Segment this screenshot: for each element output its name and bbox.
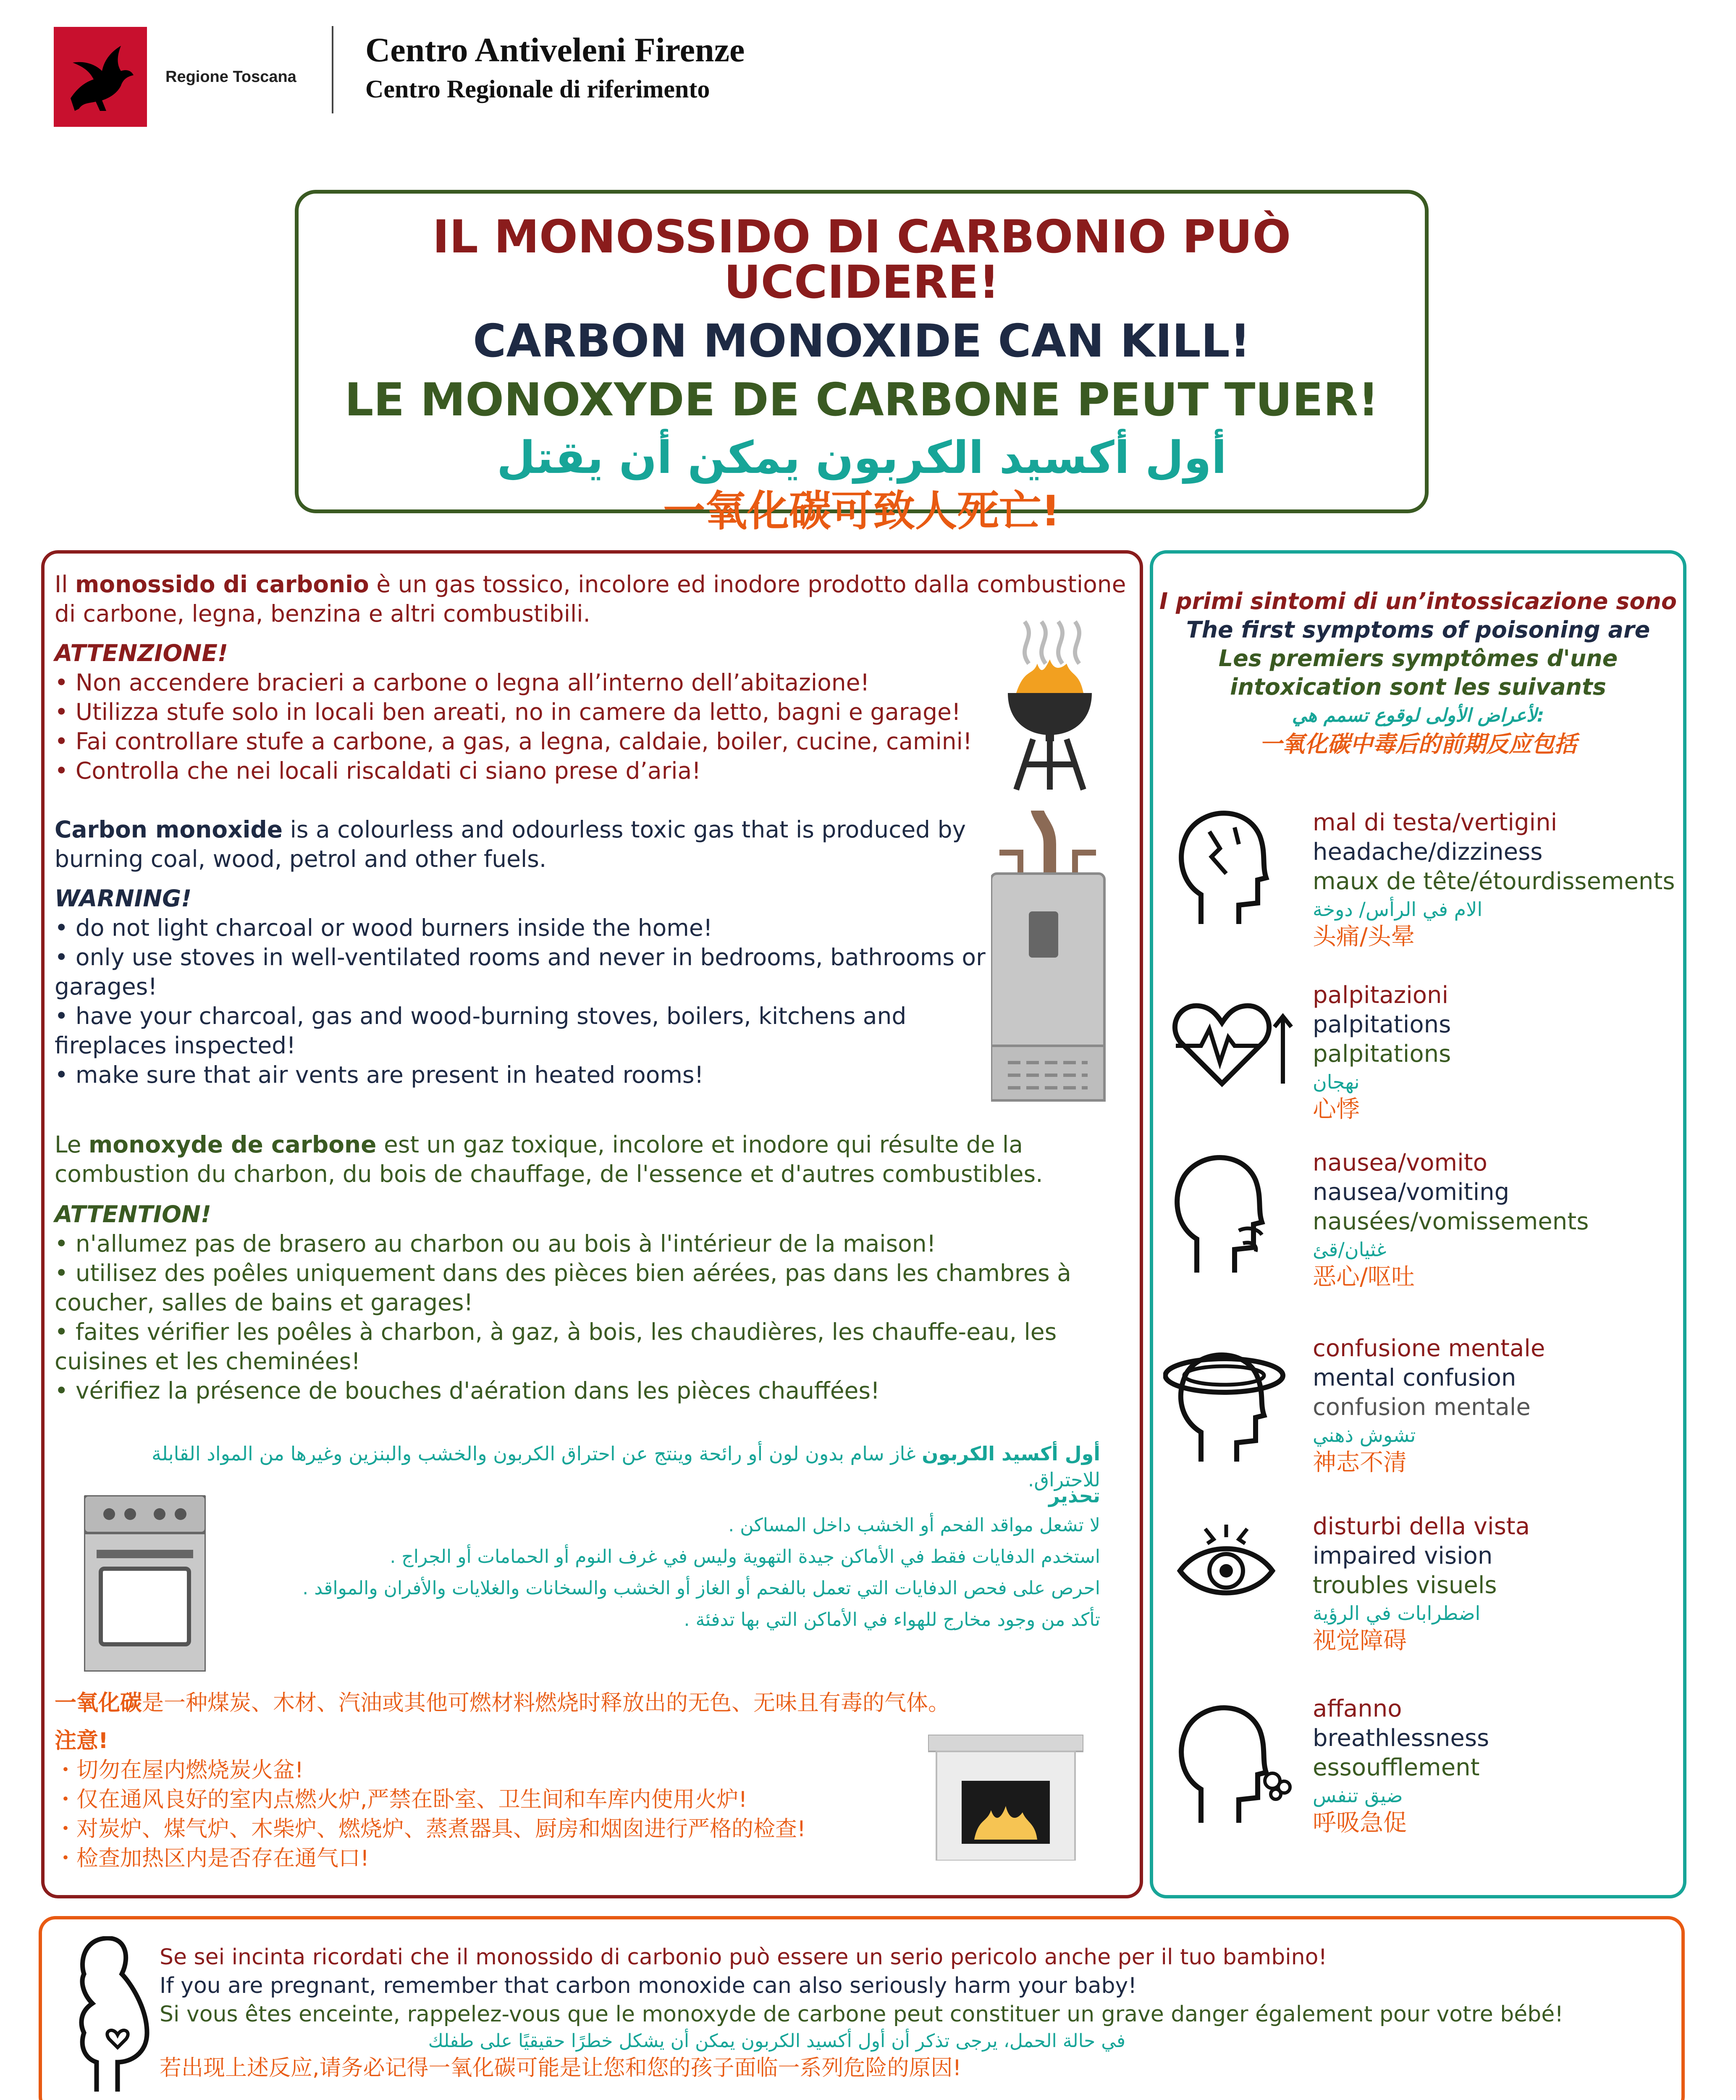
english-warning: WARNING! bbox=[55, 885, 192, 912]
list-item: احرص على فحص الدفايات التي تعمل بالفحم أو الغاز أو الخشب والسخانات والغلايات والأفران والمواقد . bbox=[302, 1578, 1100, 1599]
french-intro-rest: est un gaz toxique, incolore et inodore qui résulte de la bbox=[376, 1131, 1023, 1158]
english-intro-line2: burning coal, wood, petrol and other fuels. bbox=[55, 845, 547, 872]
symptom-ar: غثيان/قئ bbox=[1313, 1238, 1387, 1261]
list-item: استخدم الدفايات فقط في الأماكن جيدة التهوية وليس في غرف النوم أو الحمامات أو الجراج . bbox=[390, 1546, 1100, 1567]
list-item: • faites vérifier les poêles à charbon, à gaz, à bois, les chaudières, les chauffe-eau, les bbox=[55, 1318, 1057, 1345]
symptom-zh: 神志不清 bbox=[1313, 1449, 1407, 1476]
symptom-ar: ضيق تنفس bbox=[1313, 1784, 1403, 1807]
symptom-zh: 头痛/头晕 bbox=[1313, 923, 1415, 950]
list-item: ・切勿在屋内燃烧炭火盆! bbox=[55, 1758, 304, 1783]
headache-icon bbox=[1172, 802, 1272, 928]
french-intro-pre: Le bbox=[55, 1131, 89, 1158]
symptom-en: headache/dizziness bbox=[1313, 838, 1543, 866]
pregnancy-text bbox=[160, 1943, 1671, 2082]
pegasus-icon bbox=[54, 27, 147, 127]
symptom-en: impaired vision bbox=[1313, 1542, 1493, 1570]
chinese-intro-bold: 一氧化碳 bbox=[55, 1690, 142, 1716]
italian-intro-rest: è un gas tossico, incolore ed inodore prodotto dalla combustione bbox=[369, 571, 1126, 598]
pregnant-woman-icon bbox=[67, 1936, 155, 2096]
italian-intro bbox=[55, 570, 1130, 628]
pregnancy-zh: 若出现上述反应,请务必记得一氧化碳可能是让您和您的孩子面临一系列危险的原因! bbox=[160, 2055, 962, 2081]
regione-toscana-logo bbox=[54, 27, 147, 127]
header-divider bbox=[332, 26, 333, 113]
chinese-warning: 注意! bbox=[55, 1728, 108, 1754]
list-item: ・检查加热区内是否存在通气口! bbox=[55, 1846, 369, 1871]
list-item: • only use stoves in well-ventilated rooms and never in bedrooms, bathrooms or bbox=[55, 944, 986, 971]
pregnancy-it: Se sei incinta ricordati che il monossido di carbonio può essere un serio pericolo anche per il tuo bambino! bbox=[160, 1945, 1327, 1970]
symptom-ar: الام في الرأس/ دوخة bbox=[1313, 898, 1483, 921]
english-intro bbox=[55, 815, 999, 874]
symptom-zh: 视觉障碍 bbox=[1313, 1627, 1407, 1654]
symptom-it: confusione mentale bbox=[1313, 1335, 1545, 1362]
symptom-it: palpitazioni bbox=[1313, 982, 1449, 1009]
list-item: fireplaces inspected! bbox=[55, 1032, 296, 1059]
symptom-vision bbox=[1313, 1512, 1682, 1656]
page-subtitle: Centro Regionale di riferimento bbox=[365, 75, 710, 103]
palpitations-icon bbox=[1172, 1000, 1293, 1092]
list-item: coucher, salles de bains et garages! bbox=[55, 1289, 473, 1316]
symptom-fr: maux de tête/étourdissements bbox=[1313, 868, 1675, 895]
italian-intro-line2: di carbone, legna, benzina e altri combustibili. bbox=[55, 600, 591, 627]
list-item: • do not light charcoal or wood burners inside the home! bbox=[55, 914, 713, 941]
english-intro-bold: Carbon monoxide bbox=[55, 816, 283, 843]
symptoms-header-zh: 一氧化碳中毒后的前期反应包括 bbox=[1259, 731, 1577, 757]
arabic-intro-bold: أول أكسيد الكربون bbox=[922, 1442, 1100, 1465]
italian-warning: ATTENZIONE! bbox=[55, 640, 228, 667]
charcoal-grill-icon bbox=[999, 617, 1100, 794]
arabic-warning: تحذير bbox=[1049, 1484, 1100, 1507]
symptom-it: mal di testa/vertigini bbox=[1313, 809, 1558, 836]
list-item: • Utilizza stufe solo in locali ben areati, no in camere da letto, bagni e garage! bbox=[55, 698, 961, 725]
symptom-en: breathlessness bbox=[1313, 1725, 1489, 1752]
symptom-zh: 恶心/呕吐 bbox=[1313, 1263, 1415, 1291]
symptom-fr: troubles visuels bbox=[1313, 1572, 1497, 1599]
french-bullets bbox=[55, 1229, 1130, 1405]
symptom-en: mental confusion bbox=[1313, 1364, 1516, 1391]
list-item: • utilisez des poêles uniquement dans des pièces bien aérées, pas dans les chambres à bbox=[55, 1260, 1071, 1286]
symptom-en: nausea/vomiting bbox=[1313, 1179, 1510, 1206]
chinese-intro-rest: 是一种煤炭、木材、汽油或其他可燃材料燃烧时释放出的无色、无味且有毒的气体。 bbox=[142, 1690, 950, 1716]
symptom-zh: 心悸 bbox=[1313, 1096, 1360, 1123]
title-italian: IL MONOSSIDO DI CARBONIO PUÒ UCCIDERE! bbox=[432, 211, 1291, 309]
list-item: • Fai controllare stufe a carbone, a gas, a legna, caldaie, boiler, cucine, camini! bbox=[55, 728, 972, 755]
symptom-breathlessness bbox=[1313, 1694, 1682, 1838]
symptom-zh: 呼吸急促 bbox=[1313, 1809, 1407, 1837]
french-intro bbox=[55, 1130, 1130, 1189]
breathless-icon bbox=[1172, 1697, 1293, 1827]
french-warning: ATTENTION! bbox=[55, 1201, 212, 1228]
stove-icon bbox=[84, 1495, 206, 1672]
chinese-bullets bbox=[55, 1756, 920, 1873]
italian-intro-pre: Il bbox=[55, 571, 75, 598]
page-title: Centro Antiveleni Firenze bbox=[365, 31, 745, 69]
italian-bullets bbox=[55, 668, 1020, 785]
symptom-headache bbox=[1313, 808, 1682, 952]
list-item: ・仅在通风良好的室内点燃火炉,严禁在卧室、卫生间和车库内使用火炉! bbox=[55, 1787, 747, 1812]
list-item: • vérifiez la présence de bouches d'aération dans les pièces chauffées! bbox=[55, 1377, 880, 1404]
arabic-bullets bbox=[235, 1509, 1100, 1635]
nausea-icon bbox=[1167, 1147, 1277, 1277]
symptoms-header-it: I primi sintomi di un’intossicazione sono bbox=[1159, 588, 1677, 614]
list-item: تأكد من وجود مخارج للهواء في الأماكن التي بها تدفئة . bbox=[684, 1609, 1100, 1630]
english-bullets bbox=[55, 913, 999, 1089]
symptom-it: nausea/vomito bbox=[1313, 1149, 1487, 1176]
symptoms-header-en: The first symptoms of poisoning are bbox=[1186, 617, 1650, 643]
symptom-confusion bbox=[1313, 1334, 1682, 1478]
chinese-intro bbox=[55, 1688, 1130, 1718]
symptom-en: palpitations bbox=[1313, 1011, 1451, 1038]
symptoms-header-fr2: intoxication sont les suivants bbox=[1230, 674, 1606, 700]
list-item: ・对炭炉、煤气炉、木柴炉、燃烧炉、蒸煮器具、厨房和烟囱进行严格的检查! bbox=[55, 1816, 806, 1842]
list-item: • Non accendere bracieri a carbone o legna all’interno dell’abitazione! bbox=[55, 669, 870, 696]
title-arabic: أول أكسيد الكربون يمكن أن يقتل bbox=[496, 432, 1227, 483]
title-french: LE MONOXYDE DE CARBONE PEUT TUER! bbox=[344, 374, 1379, 426]
symptom-nausea bbox=[1313, 1148, 1682, 1292]
symptom-fr: nausées/vomissements bbox=[1313, 1208, 1589, 1235]
list-item: • Controlla che nei locali riscaldati ci siano prese d’aria! bbox=[55, 757, 701, 784]
list-item: • have your charcoal, gas and wood-burning stoves, boilers, kitchens and bbox=[55, 1003, 907, 1029]
symptom-it: affanno bbox=[1313, 1695, 1402, 1722]
title-chinese: 一氧化碳可致人死亡! bbox=[663, 486, 1060, 536]
symptom-ar: تشوش ذهني bbox=[1313, 1424, 1416, 1446]
french-intro-bold: monoxyde de carbone bbox=[89, 1131, 377, 1158]
pregnancy-fr: Si vous êtes enceinte, rappelez-vous que le monoxyde de carbone peut constituer un grave danger également pour votre bébé! bbox=[160, 2002, 1564, 2027]
symptom-ar: اضطرابات في الرؤية bbox=[1313, 1602, 1481, 1625]
english-intro-rest: is a colourless and odourless toxic gas that is produced by bbox=[283, 816, 966, 843]
fireplace-icon bbox=[928, 1735, 1083, 1861]
symptom-fr: essoufflement bbox=[1313, 1754, 1480, 1781]
list-item: garages! bbox=[55, 973, 157, 1000]
symptom-ar: نهجان bbox=[1313, 1071, 1360, 1093]
title-english: CARBON MONOXIDE CAN KILL! bbox=[473, 315, 1251, 368]
french-intro-line2: combustion du charbon, du bois de chauffage, de l'essence et d'autres combustibles. bbox=[55, 1160, 1043, 1187]
confusion-icon bbox=[1163, 1336, 1289, 1466]
list-item: لا تشعل مواقد الفحم أو الخشب داخل المساكن . bbox=[728, 1515, 1100, 1536]
list-item: cuisines et les cheminées! bbox=[55, 1348, 361, 1375]
pregnancy-en: If you are pregnant, remember that carbon monoxide can also seriously harm your baby! bbox=[160, 1973, 1137, 1998]
symptom-fr: confusion mentale bbox=[1313, 1394, 1531, 1421]
water-heater-icon bbox=[991, 811, 1109, 1105]
italian-intro-bold: monossido di carbonio bbox=[75, 571, 369, 598]
list-item: • make sure that air vents are present in heated rooms! bbox=[55, 1061, 704, 1088]
arabic-intro-rest: غاز سام بدون لون أو رائحة وينتج عن احتراق الكربون والخشب والبنزين وغيرها من المواد القابلة للاحتراق. bbox=[151, 1442, 1100, 1491]
symptom-fr: palpitations bbox=[1313, 1040, 1451, 1068]
vision-icon bbox=[1176, 1525, 1277, 1609]
symptom-palpitations bbox=[1313, 981, 1682, 1124]
title-box bbox=[295, 190, 1429, 536]
symptoms-header bbox=[1159, 587, 1677, 759]
list-item: • n'allumez pas de brasero au charbon ou au bois à l'intérieur de la maison! bbox=[55, 1230, 936, 1257]
symptoms-header-ar: لأعراض الأولى لوقوع تسمم هي: bbox=[1292, 705, 1545, 726]
pregnancy-ar: في حالة الحمل، يرجى تذكر أن أول أكسيد الكربون يمكن أن يشكل خطرًا حقيقيًا على طفلك bbox=[428, 2030, 1125, 2052]
symptoms-header-fr1: Les premiers symptômes d'une bbox=[1218, 645, 1618, 672]
symptom-it: disturbi della vista bbox=[1313, 1513, 1530, 1540]
region-name: Regione Toscana bbox=[165, 68, 296, 86]
